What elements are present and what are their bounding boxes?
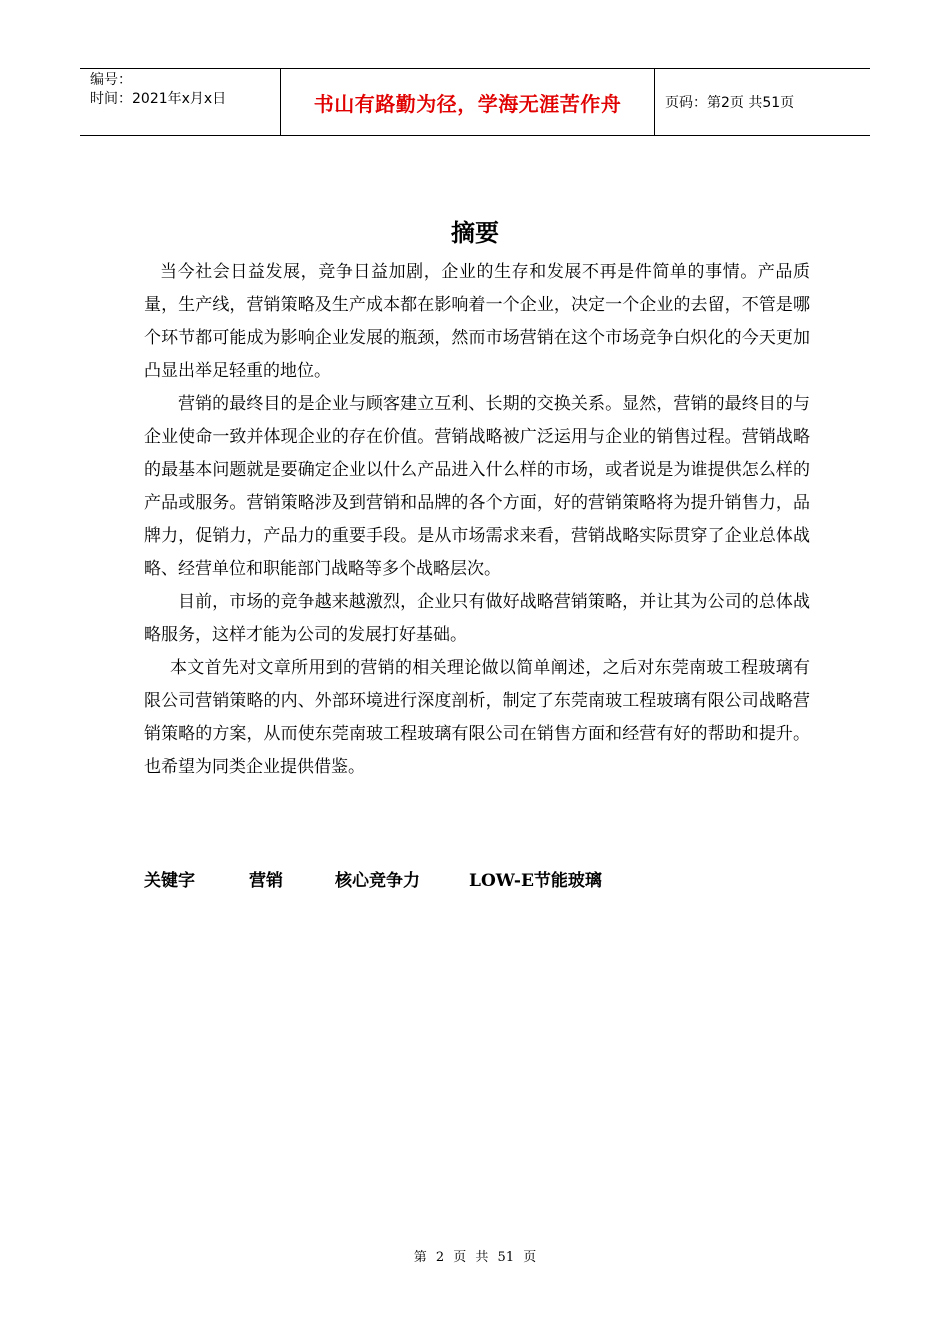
header-page-info: 页码：第2页 共51页 bbox=[665, 95, 795, 111]
abstract-body bbox=[144, 256, 810, 784]
abstract-paragraph: 目前，市场的竞争越来越激烈，企业只有做好战略营销策略，并让其为公司的总体战略服务，这样才能为公司的发展打好基础。 bbox=[144, 592, 810, 645]
abstract-paragraph: 营销的最终目的是企业与顾客建立互利、长期的交换关系。显然，营销的最终目的与企业使命一致并体现企业的存在价值。营销战略被广泛运用与企业的销售过程。营销战略的最基本问题就是要确定企业以什么产品进入什么样的市场，或者说是为谁提供怎么样的产品或服务。营销策略涉及到营销和品牌的各个方面，好的营销策略将为提升销售力，品牌力，促销力，产品力的重要手段。是从市场需求来看，营销战略实际贯穿了企业总体战略、经营单位和职能部门战略等多个战略层次。 bbox=[144, 394, 810, 579]
keyword-item: 核心竞争力 bbox=[335, 871, 420, 891]
document-header bbox=[80, 68, 870, 136]
header-meta-cell bbox=[80, 69, 281, 135]
page-footer: 第 2 页 共 51 页 bbox=[413, 1250, 537, 1265]
keywords-line bbox=[144, 866, 602, 896]
abstract-title: 摘要 bbox=[451, 218, 499, 247]
header-motto-cell bbox=[281, 69, 655, 135]
header-page-cell bbox=[655, 69, 870, 135]
document-number-label: 编号： bbox=[90, 72, 132, 88]
keyword-item: LOW-E节能玻璃 bbox=[469, 871, 602, 891]
header-motto: 书山有路勤为径，学海无涯苦作舟 bbox=[313, 91, 622, 116]
keyword-item: 营销 bbox=[249, 871, 283, 891]
abstract-paragraph: 本文首先对文章所用到的营销的相关理论做以简单阐述，之后对东莞南玻工程玻璃有限公司营销策略的内、外部环境进行深度剖析，制定了东莞南玻工程玻璃有限公司战略营销策略的方案，从而使东莞南玻工程玻璃有限公司在销售方面和经营有好的帮助和提升。也希望为同类企业提供借鉴。 bbox=[144, 658, 810, 777]
abstract-paragraph: 当今社会日益发展，竞争日益加剧，企业的生存和发展不再是件简单的事情。产品质量，生产线，营销策略及生产成本都在影响着一个企业，决定一个企业的去留，不管是哪个环节都可能成为影响企业发展的瓶颈，然而市场营销在这个市场竞争白炽化的今天更加凸显出举足轻重的地位。 bbox=[144, 262, 810, 381]
keywords-label: 关键字 bbox=[144, 871, 195, 891]
document-date: 时间：2021年x月x日 bbox=[90, 91, 227, 107]
